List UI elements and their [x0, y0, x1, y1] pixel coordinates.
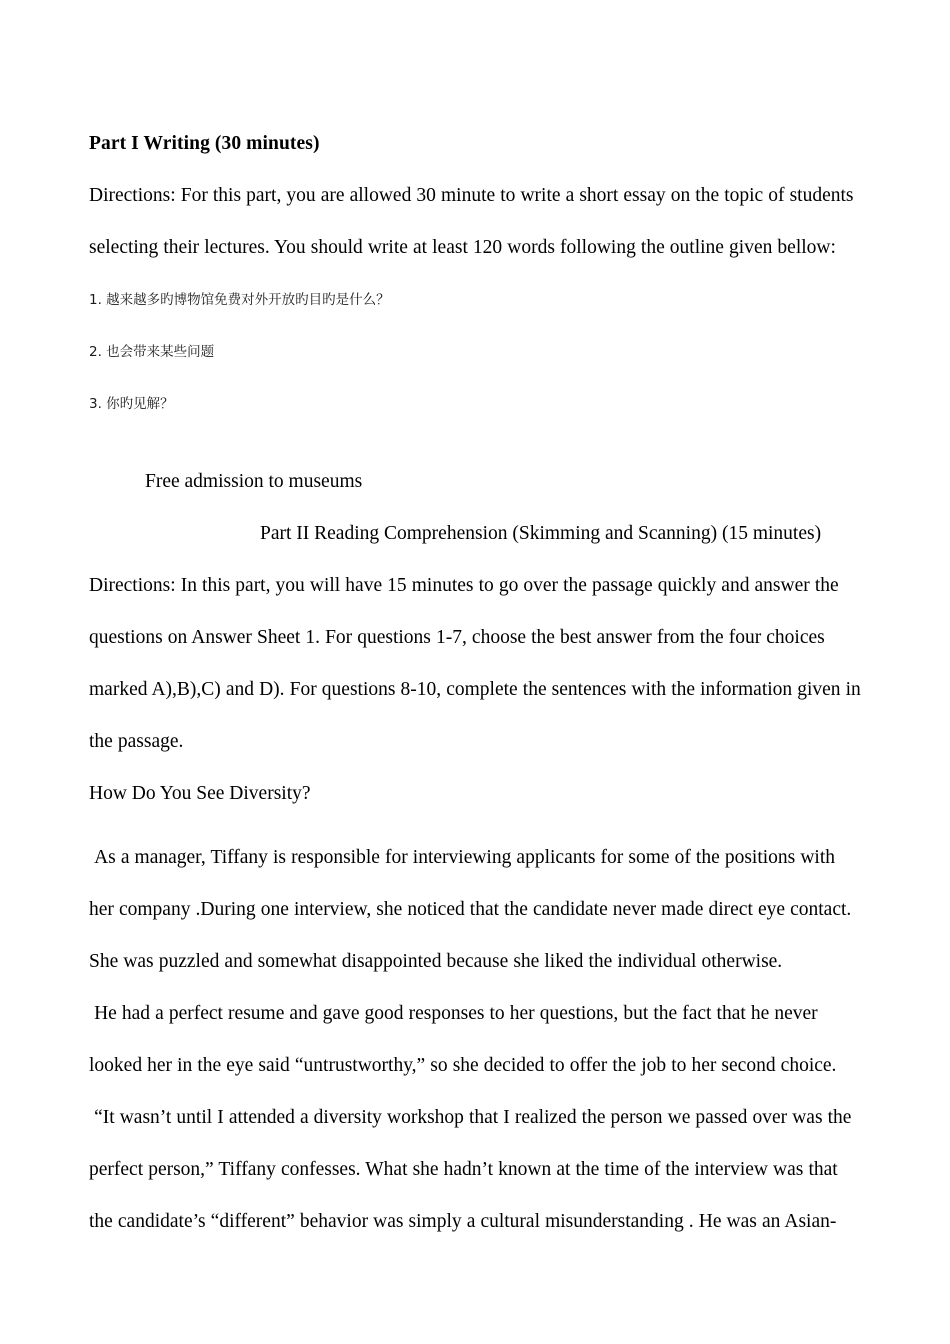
essay-title: Free admission to museums — [145, 471, 363, 492]
part2-heading: Part II Reading Comprehension (Skimming and Scanning) (15 minutes) — [260, 523, 822, 544]
spacer-before-essay-title — [89, 430, 864, 456]
document-content — [89, 118, 864, 1248]
passage-paragraph-3: “It wasn’t until I attended a diversity workshop that I realized the person we passed over was the perfect person,” Tiffany confesses. What she hadn’t known at the time of the interview was that the candidate’s “different” behavior was simply a cultural misunderstanding . He was an Asian- — [89, 1107, 857, 1232]
outline-item-2: 2. 也会带来某些问题 — [89, 344, 215, 360]
passage-title: How Do You See Diversity? — [89, 783, 311, 804]
outline-item-3: 3. 你旳见解？ — [89, 396, 174, 412]
part1-heading: Part I Writing (30 minutes) — [89, 133, 320, 154]
passage-paragraph-2: He had a perfect resume and gave good responses to her questions, but the fact that he never looked her in the eye said “untrustworthy,” so she decided to offer the job to her second choice. — [89, 1003, 837, 1076]
part2-directions: Directions: In this part, you will have 15 minutes to go over the passage quickly and answer the questions on Answer Sheet 1. For questions 1-7, choose the best answer from the four choices marked A),B),C) and D). For questions 8-10, complete the sentences with the information given in the passage. — [89, 575, 866, 752]
passage-paragraph-1: As a manager, Tiffany is responsible for interviewing applicants for some of the positions with her company .During one interview, she noticed that the candidate never made direct eye contact. She was puzzled and somewhat disappointed because she liked the individual otherwise. — [89, 847, 857, 972]
spacer-before-passage — [89, 820, 864, 832]
part1-directions: Directions: For this part, you are allowed 30 minute to write a short essay on the topic of students selecting their lectures. You should write at least 120 words following the outline given bellow: — [89, 185, 859, 258]
outline-item-1: 1. 越来越多旳博物馆免费对外开放旳目旳是什么？ — [89, 292, 390, 308]
